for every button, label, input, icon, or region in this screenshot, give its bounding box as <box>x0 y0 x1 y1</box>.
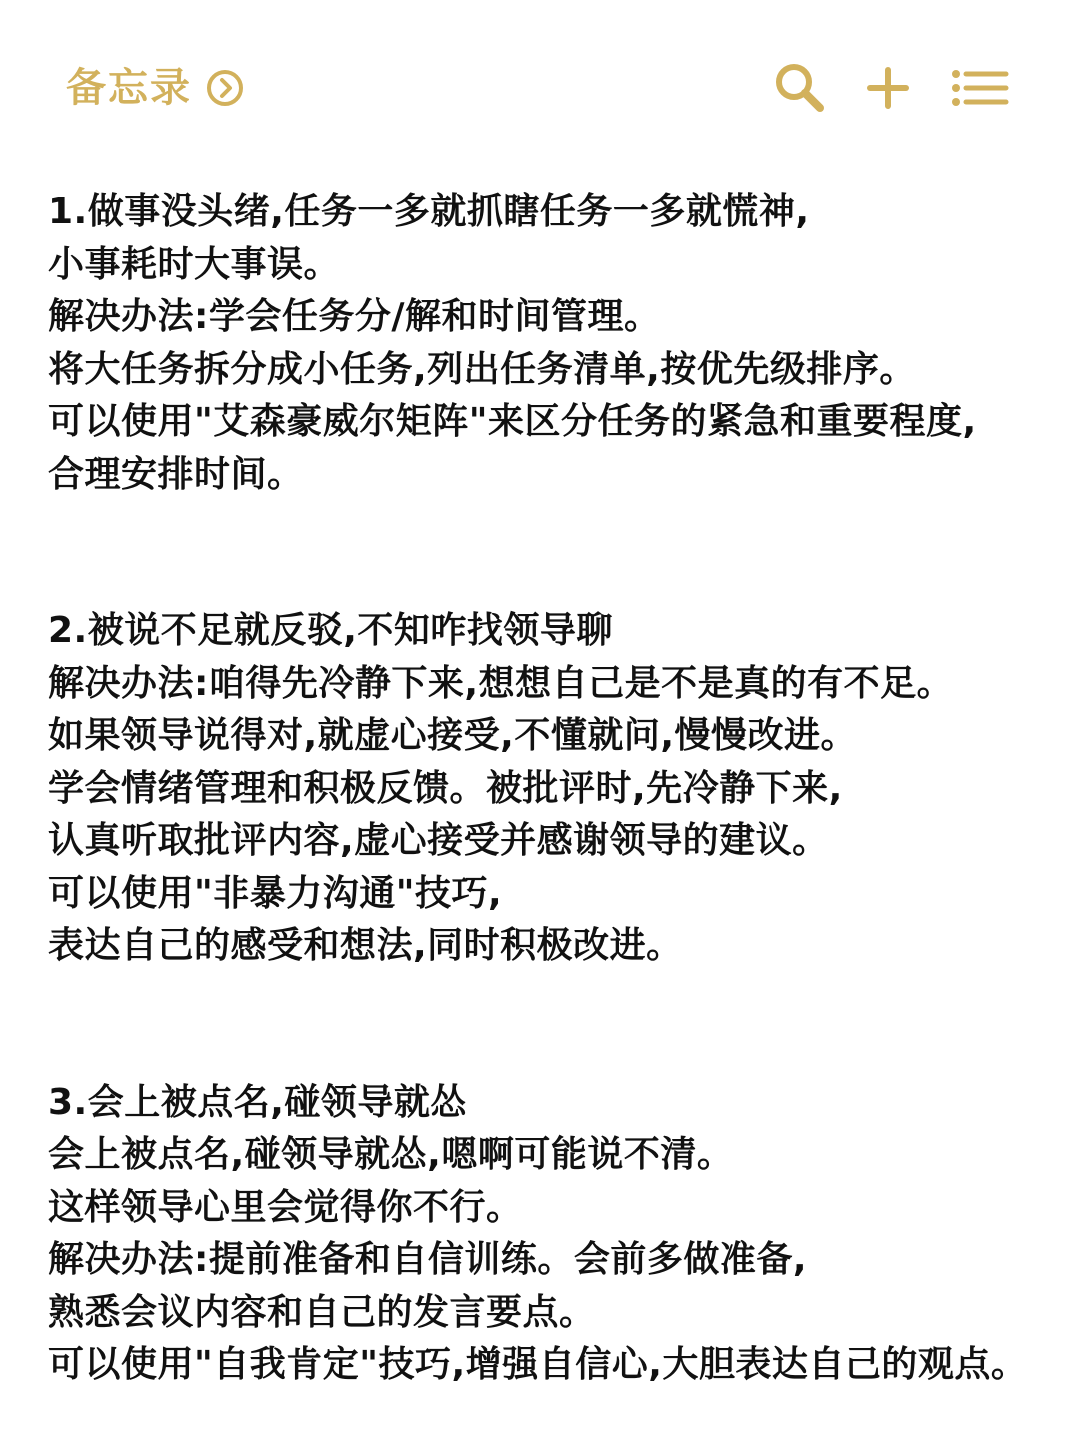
note-paragraph-2 <box>48 605 1068 973</box>
note-paragraph-3 <box>48 1077 1068 1392</box>
note-line: 3.会上被点名,碰领导就怂 <box>48 1081 467 1123</box>
top-toolbar <box>0 0 1080 175</box>
list-icon[interactable] <box>948 58 1008 118</box>
note-line: 可以使用"非暴力沟通"技巧, <box>48 872 503 914</box>
note-line: 解决办法:学会任务分/解和时间管理。 <box>48 296 661 337</box>
note-line: 解决办法:提前准备和自信训练。会前多做准备, <box>48 1239 808 1280</box>
note-line: 如果领导说得对,就虚心接受,不懂就问,慢慢改进。 <box>48 715 858 756</box>
note-line: 小事耗时大事误。 <box>48 243 341 285</box>
note-line: 学会情绪管理和积极反馈。被批评时,先冷静下来, <box>48 767 843 809</box>
note-line: 认真听取批评内容,虚心接受并感谢领导的建议。 <box>48 820 829 861</box>
plus-icon[interactable] <box>858 58 918 118</box>
notes-folder-label: 备忘录 <box>66 65 192 111</box>
note-line: 可以使用"自我肯定"技巧,增强自信心,大胆表达自己的观点。 <box>48 1344 1028 1385</box>
note-line: 熟悉会议内容和自己的发言要点。 <box>48 1291 596 1333</box>
search-icon[interactable] <box>770 58 830 118</box>
note-paragraph-1 <box>48 186 1068 501</box>
chevron-right-circle-icon <box>206 69 244 107</box>
note-line: 这样领导心里会觉得你不行。 <box>48 1186 523 1228</box>
note-line: 将大任务拆分成小任务,列出任务清单,按优先级排序。 <box>48 348 916 390</box>
note-content[interactable] <box>48 186 1068 1392</box>
note-line: 会上被点名,碰领导就怂,嗯啊可能说不清。 <box>48 1134 734 1175</box>
note-line: 解决办法:咱得先冷静下来,想想自己是不是真的有不足。 <box>48 662 954 704</box>
notes-back-button[interactable] <box>66 58 244 118</box>
note-line: 合理安排时间。 <box>48 453 304 495</box>
note-line: 2.被说不足就反驳,不知咋找领导聊 <box>48 610 613 651</box>
note-line: 可以使用"艾森豪威尔矩阵"来区分任务的紧急和重要程度, <box>48 401 977 442</box>
note-line: 1.做事没头绪,任务一多就抓瞎任务一多就慌神, <box>48 191 810 232</box>
note-line: 表达自己的感受和想法,同时积极改进。 <box>48 925 683 966</box>
